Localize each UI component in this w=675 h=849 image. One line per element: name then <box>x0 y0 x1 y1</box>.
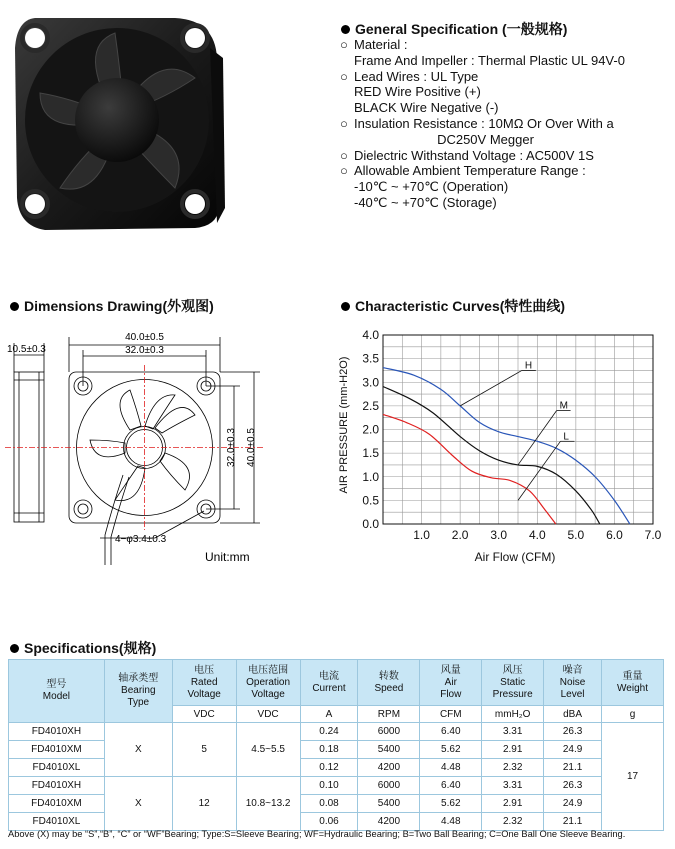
pressure-cell: 3.31 <box>482 777 544 795</box>
noise-cell: 21.1 <box>544 813 602 831</box>
series-line-L <box>383 414 556 524</box>
general-spec-text: -40℃ ~ +70℃ (Storage) <box>354 194 497 210</box>
general-spec-line <box>340 179 670 195</box>
general-spec-text: DC250V Megger <box>354 131 534 147</box>
weight-cell: 17 <box>602 723 664 831</box>
general-spec-line <box>340 84 670 100</box>
indent-spacer <box>340 100 354 116</box>
flow-cell: 4.48 <box>420 813 482 831</box>
curves-title: Characteristic Curves(特性曲线) <box>341 296 565 316</box>
series-name-label: M <box>559 400 568 412</box>
general-spec-text: Dielectric Withstand Voltage : AC500V 1S <box>354 147 594 163</box>
specs-unit-cell: CFM <box>420 706 482 723</box>
side-thickness-label: 10.5±0.3 <box>7 344 46 355</box>
general-spec-line <box>340 100 670 116</box>
general-spec-line <box>340 148 670 164</box>
specs-unit-cell: dBA <box>544 706 602 723</box>
x-tick-label: 7.0 <box>644 528 662 542</box>
specs-header-line: Static <box>500 676 526 688</box>
inner-height-label: 32.0±0.3 <box>226 428 237 467</box>
flow-cell: 5.62 <box>420 795 482 813</box>
x-tick-label: 4.0 <box>528 528 546 542</box>
specs-header-line: 电压范围 <box>248 664 289 676</box>
y-tick-label: 3.5 <box>362 351 379 366</box>
specs-header-line: Current <box>312 682 346 694</box>
general-spec-line <box>340 116 670 132</box>
specs-header-line: Speed <box>374 682 404 694</box>
flow-cell: 4.48 <box>420 759 482 777</box>
table-row <box>9 723 664 741</box>
bullet-dot-icon <box>341 302 350 311</box>
y-tick-label: 3.0 <box>362 375 379 390</box>
specs-header-cell <box>544 660 602 706</box>
general-spec-text: Lead Wires : UL Type <box>354 68 479 84</box>
model-cell: FD4010XM <box>9 741 105 759</box>
general-spec-text: Frame And Impeller : Thermal Plastic UL 94V-0 <box>354 52 625 68</box>
unit-label: Unit:mm <box>205 550 250 564</box>
flow-cell: 5.62 <box>420 741 482 759</box>
specs-header-line: Pressure <box>492 688 533 700</box>
specs-header-cell <box>9 660 105 723</box>
general-spec-title-text: General Specification (一般规格) <box>355 21 568 37</box>
specs-header-line: Voltage <box>187 688 221 700</box>
specs-unit-cell: A <box>300 706 358 723</box>
current-cell: 0.08 <box>300 795 358 813</box>
dimensions-drawing <box>5 325 280 570</box>
model-cell: FD4010XL <box>9 759 105 777</box>
specs-header-line: 风压 <box>502 664 523 676</box>
bearing-cell: X <box>104 723 172 777</box>
y-tick-label: 0.5 <box>362 493 379 508</box>
general-spec-line <box>340 69 670 85</box>
noise-cell: 21.1 <box>544 759 602 777</box>
x-tick-label: 1.0 <box>413 528 430 542</box>
y-tick-label: 2.5 <box>362 398 379 413</box>
specs-header-line: Type <box>127 697 150 708</box>
specs-header-line: Noise <box>559 676 586 688</box>
general-spec-line <box>340 37 670 53</box>
indent-spacer <box>340 132 354 148</box>
specs-header-line: Rated <box>190 676 218 688</box>
specs-header-line: 重量 <box>622 670 643 682</box>
y-tick-label: 1.0 <box>362 469 379 484</box>
specs-header-cell <box>482 660 544 706</box>
specs-header-line: 型号 <box>46 679 67 690</box>
current-cell: 0.24 <box>300 723 358 741</box>
specs-unit-cell: VDC <box>172 706 236 723</box>
specs-header-line: 轴承类型 <box>118 673 159 684</box>
speed-cell: 6000 <box>358 723 420 741</box>
current-cell: 0.10 <box>300 777 358 795</box>
specs-header-cell <box>172 660 236 706</box>
general-spec-line <box>340 195 670 211</box>
speed-cell: 5400 <box>358 795 420 813</box>
general-spec-text: BLACK Wire Negative (-) <box>354 100 499 116</box>
flow-cell: 6.40 <box>420 723 482 741</box>
series-name-label: H <box>524 360 533 372</box>
specs-header-cell <box>602 660 664 706</box>
specs-unit-cell: VDC <box>236 706 300 723</box>
current-cell: 0.12 <box>300 759 358 777</box>
specs-header-line: Model <box>42 691 71 702</box>
general-spec-line <box>340 53 670 69</box>
specs-header-line: Flow <box>440 688 462 700</box>
voltage-range-cell: 10.8~13.2 <box>236 777 300 831</box>
fan-photo <box>5 8 230 233</box>
general-spec-text: Material : <box>354 37 408 52</box>
specs-unit-cell: g <box>602 706 664 723</box>
bullet-dot-icon <box>10 302 19 311</box>
specs-title: Specifications(规格) <box>10 638 156 658</box>
y-tick-label: 1.5 <box>362 446 379 461</box>
current-cell: 0.18 <box>300 741 358 759</box>
general-spec-text: -10℃ ~ +70℃ (Operation) <box>354 179 509 195</box>
bearing-cell: X <box>104 777 172 831</box>
pressure-cell: 2.91 <box>482 795 544 813</box>
flow-cell: 6.40 <box>420 777 482 795</box>
x-tick-label: 2.0 <box>451 528 469 542</box>
specs-header-row <box>9 660 664 706</box>
pressure-cell: 2.32 <box>482 813 544 831</box>
general-spec-line <box>340 163 670 179</box>
inner-width-label: 32.0±0.3 <box>125 345 164 356</box>
specs-header-line: Level <box>560 688 585 700</box>
x-tick-label: 5.0 <box>567 528 585 542</box>
noise-cell: 24.9 <box>544 741 602 759</box>
characteristic-chart <box>330 325 670 570</box>
noise-cell: 24.9 <box>544 795 602 813</box>
indent-spacer <box>340 84 354 100</box>
specs-header-line: 噪音 <box>562 664 583 676</box>
specs-header-line: Air <box>444 676 457 688</box>
indent-spacer <box>340 53 354 69</box>
pressure-cell: 2.91 <box>482 741 544 759</box>
voltage-cell: 5 <box>172 723 236 777</box>
indent-spacer <box>340 195 354 211</box>
pressure-cell: 3.31 <box>482 723 544 741</box>
specs-header-line: 电流 <box>319 670 340 682</box>
hole-size-label: 4−φ3.4±0.3 <box>115 534 167 545</box>
x-tick-label: 3.0 <box>490 528 508 542</box>
specs-unit-cell: mmH₂O <box>482 706 544 723</box>
indent-spacer <box>340 179 354 195</box>
speed-cell: 5400 <box>358 741 420 759</box>
noise-cell: 26.3 <box>544 723 602 741</box>
model-cell: FD4010XL <box>9 813 105 831</box>
model-cell: FD4010XH <box>9 777 105 795</box>
bullet-dot-icon <box>10 644 19 653</box>
side-view-outline <box>14 372 44 522</box>
general-spec-line <box>340 132 670 148</box>
dimensions-title: Dimensions Drawing(外观图) <box>10 296 214 316</box>
specs-header-cell <box>358 660 420 706</box>
specs-header-line: 风量 <box>440 664 461 676</box>
model-cell: FD4010XH <box>9 723 105 741</box>
specs-header-cell <box>300 660 358 706</box>
outer-height-label: 40.0±0.5 <box>246 428 257 467</box>
bearing-footnote: Above (X) may be “S”,“B”, “C” or “WF”Bearing; Type:S=Sleeve Bearing; WF=Hydraulic Bearing; B=Two Ball Bearing; C=One Ball One Sleeve Bearing. <box>8 829 626 839</box>
voltage-cell: 12 <box>172 777 236 831</box>
speed-cell: 4200 <box>358 813 420 831</box>
speed-cell: 6000 <box>358 777 420 795</box>
blade-outlines <box>90 390 195 501</box>
table-row <box>9 777 664 795</box>
voltage-range-cell: 4.5~5.5 <box>236 723 300 777</box>
general-spec-title <box>341 19 567 39</box>
y-axis-label: AIR PRESSURE (mm-H2O) <box>338 356 350 494</box>
pressure-cell: 2.32 <box>482 759 544 777</box>
outer-width-label: 40.0±0.5 <box>125 332 164 343</box>
x-axis-label: Air Flow (CFM) <box>474 550 556 564</box>
specs-header-line: Operation <box>246 676 291 688</box>
y-tick-label: 0.0 <box>362 517 379 531</box>
circle-bullet-icon: ○ <box>340 68 348 84</box>
specs-header-cell <box>420 660 482 706</box>
bullet-dot-icon <box>341 25 350 34</box>
series-callout-line <box>518 441 560 500</box>
y-tick-label: 4.0 <box>362 328 379 342</box>
specs-header-line: 转数 <box>378 670 399 682</box>
general-spec-text: Insulation Resistance : 10MΩ Or Over With a <box>354 115 614 131</box>
general-spec-list <box>340 37 670 211</box>
specs-header-cell <box>104 660 172 723</box>
circle-bullet-icon: ○ <box>340 115 348 131</box>
specs-header-line: Bearing <box>121 685 156 696</box>
specs-table <box>8 659 664 831</box>
specs-header-cell <box>236 660 300 706</box>
specs-unit-cell: RPM <box>358 706 420 723</box>
specs-header-line: Weight <box>617 682 648 694</box>
model-cell: FD4010XM <box>9 795 105 813</box>
general-spec-text: Allowable Ambient Temperature Range : <box>354 163 586 179</box>
series-callout-line <box>460 370 522 405</box>
x-tick-label: 6.0 <box>606 528 623 542</box>
noise-cell: 26.3 <box>544 777 602 795</box>
specs-header-line: Voltage <box>251 688 285 700</box>
circle-bullet-icon: ○ <box>340 147 348 163</box>
speed-cell: 4200 <box>358 759 420 777</box>
current-cell: 0.06 <box>300 813 358 831</box>
specs-header-line: 电压 <box>194 664 215 676</box>
circle-bullet-icon: ○ <box>340 37 348 52</box>
series-name-label: L <box>563 431 569 443</box>
y-tick-label: 2.0 <box>362 422 379 437</box>
circle-bullet-icon: ○ <box>340 163 348 179</box>
general-spec-text: RED Wire Positive (+) <box>354 84 481 100</box>
